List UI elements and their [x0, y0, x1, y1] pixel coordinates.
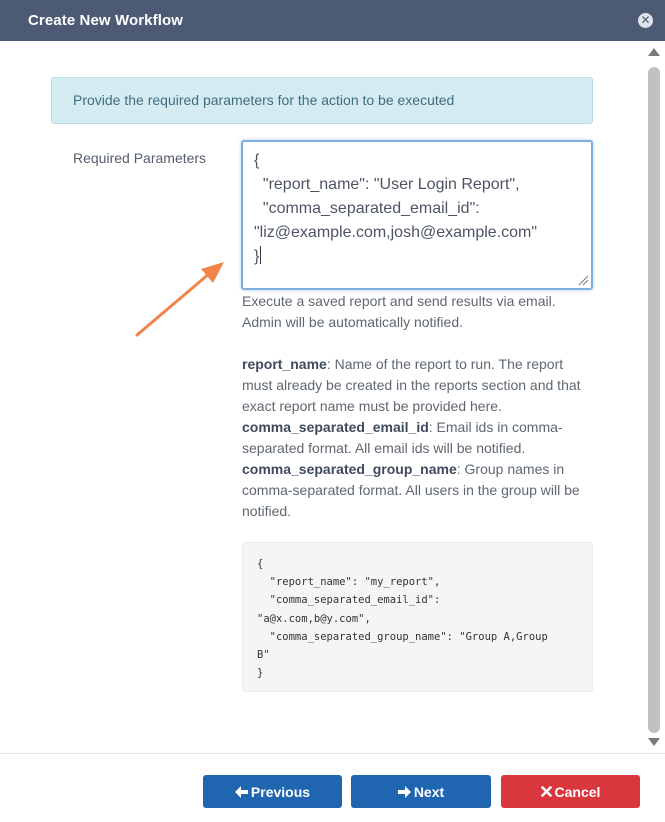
arrow-right-icon — [398, 786, 411, 798]
help-param-group-name — [242, 459, 594, 522]
help-description: Execute a saved report and send results via email. Admin will be automatically notified. — [242, 293, 556, 330]
scrollbar-thumb[interactable] — [648, 67, 660, 733]
param-name: report_name — [242, 356, 327, 372]
times-icon — [541, 786, 552, 797]
param-name: comma_separated_group_name — [242, 461, 457, 477]
close-icon[interactable]: ✕ — [638, 13, 653, 28]
param-description: : Group names in comma-separated format. All users in the group will be notified. — [242, 461, 580, 519]
param-description: : Name of the report to run. The report must already be created in the reports section and that exact report name must be provided here. — [242, 356, 581, 414]
resize-grip-icon[interactable] — [577, 274, 589, 286]
scroll-up-icon[interactable] — [647, 47, 661, 57]
text-cursor — [260, 246, 261, 264]
annotation-arrow-icon — [130, 253, 230, 343]
required-parameters-label: Required Parameters — [73, 150, 207, 166]
help-text — [242, 291, 594, 522]
example-code-block: { "report_name": "my_report", "comma_separated_email_id": "a@x.com,b@y.com", "comma_separated_group_name": "Group A,Group B" } — [242, 542, 593, 692]
dialog-titlebar — [0, 0, 665, 41]
required-parameters-textarea[interactable] — [241, 140, 593, 290]
info-banner: Provide the required parameters for the action to be executed — [51, 77, 593, 124]
arrow-left-icon — [235, 786, 248, 798]
param-description: : Email ids in comma-separated format. All email ids will be notified. — [242, 419, 563, 456]
param-name: comma_separated_email_id — [242, 419, 429, 435]
previous-button[interactable] — [203, 775, 342, 808]
scroll-down-icon[interactable] — [647, 737, 661, 747]
cancel-label: Cancel — [554, 783, 601, 800]
help-param-report-name — [242, 354, 594, 417]
dialog-title: Create New Workflow — [28, 12, 183, 29]
cancel-button[interactable] — [501, 775, 640, 808]
next-button[interactable] — [351, 775, 491, 808]
dialog-body — [0, 41, 643, 753]
textarea-value: { "report_name": "User Login Report", "comma_separated_email_id": "liz@example.com,josh@example.com" } — [254, 152, 538, 265]
next-label: Next — [413, 783, 445, 800]
help-param-email-id — [242, 417, 594, 459]
dialog-footer — [0, 753, 665, 822]
previous-label: Previous — [250, 783, 311, 800]
